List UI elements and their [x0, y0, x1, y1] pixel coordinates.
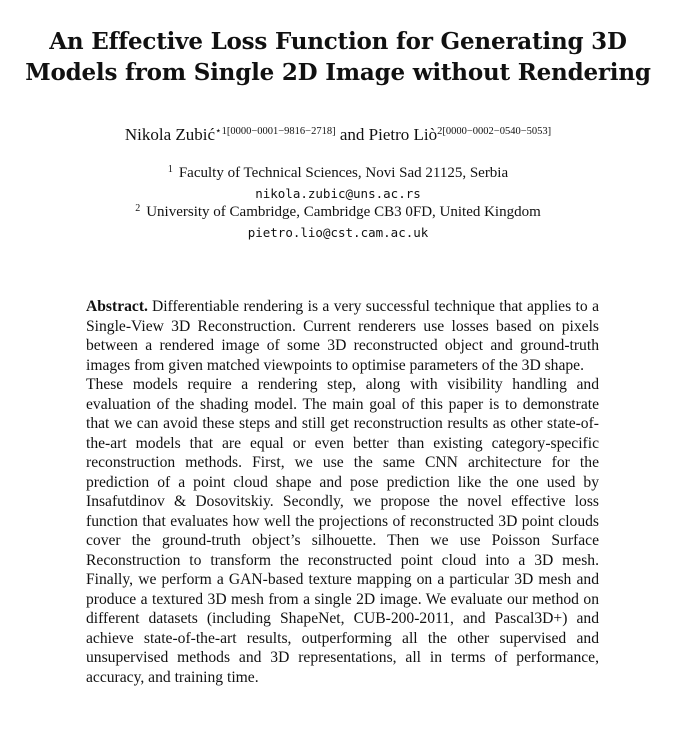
affiliation-1-mark: 1 [167, 164, 173, 175]
paper-title-line-2: Models from Single 2D Image without Rendering [25, 59, 651, 86]
abstract-paragraph-1 [86, 297, 599, 375]
affiliation-1 [0, 164, 676, 184]
author-1-superscript: ⋆1[0000−0001−9816−2718] [215, 126, 336, 137]
affiliation-2-mark: 2 [135, 203, 141, 214]
affiliation-1-institution: Faculty of Technical Sciences, Novi Sad 21125, Serbia [178, 165, 509, 181]
abstract [86, 297, 599, 687]
paper-title [0, 26, 676, 88]
affiliation-2 [0, 203, 676, 223]
author-connector: and [339, 125, 365, 144]
abstract-paragraph-2: These models require a rendering step, along with visibility handling and evaluation of the shading model. The main goal of this paper is to demonstrate that we can avoid these steps and still get reconstruction results as other state-of-the-art models that are equal or even better than existing category-specific reconstruction methods. First, we use the same CNN architecture for the prediction of a point cloud shape and pose prediction like the one used by Insafutdinov & Dosovitskiy. Secondly, we propose the novel effective loss function that evaluates how well the projections of reconstructed 3D point clouds cover the ground-truth object’s silhouette. Then we use Poisson Surface Reconstruction to transform the reconstructed point cloud into a 3D mesh. Finally, we perform a GAN-based texture mapping on a particular 3D mesh and produce a textured 3D mesh from a single 2D image. We evaluate our method on different datasets (including ShapeNet, CUB-200-2011, and Pascal3D+) and achieve state-of-the-art results, outperforming all the other supervised and unsupervised methods and 3D representations, all in terms of performance, accuracy, and training time. [86, 376, 599, 686]
author-1-name: Nikola Zubić [124, 125, 216, 144]
author-list [0, 125, 676, 145]
affiliation-2-institution: University of Cambridge, Cambridge CB3 0FD, United Kingdom [146, 204, 541, 220]
affiliations [0, 164, 676, 242]
affiliation-2-email: pietro.lio@cst.cam.ac.uk [247, 224, 429, 240]
abstract-heading: Abstract. [86, 298, 148, 315]
abstract-paragraph-1-text: Differentiable rendering is a very successful technique that applies to a Single-View 3D Reconstruction. Current renderers use losses based on pixels between a rendered image of some 3D reconstructed object and ground-truth images from given matched viewpoints to optimise parameters of the 3D shape. [86, 298, 599, 374]
affiliation-1-email: nikola.zubic@uns.ac.rs [255, 185, 421, 201]
paper-title-line-1: An Effective Loss Function for Generating 3D [49, 28, 627, 55]
author-2-name: Pietro Liò [368, 125, 438, 144]
author-2-superscript: 2[0000−0002−0540−5053] [437, 126, 552, 137]
